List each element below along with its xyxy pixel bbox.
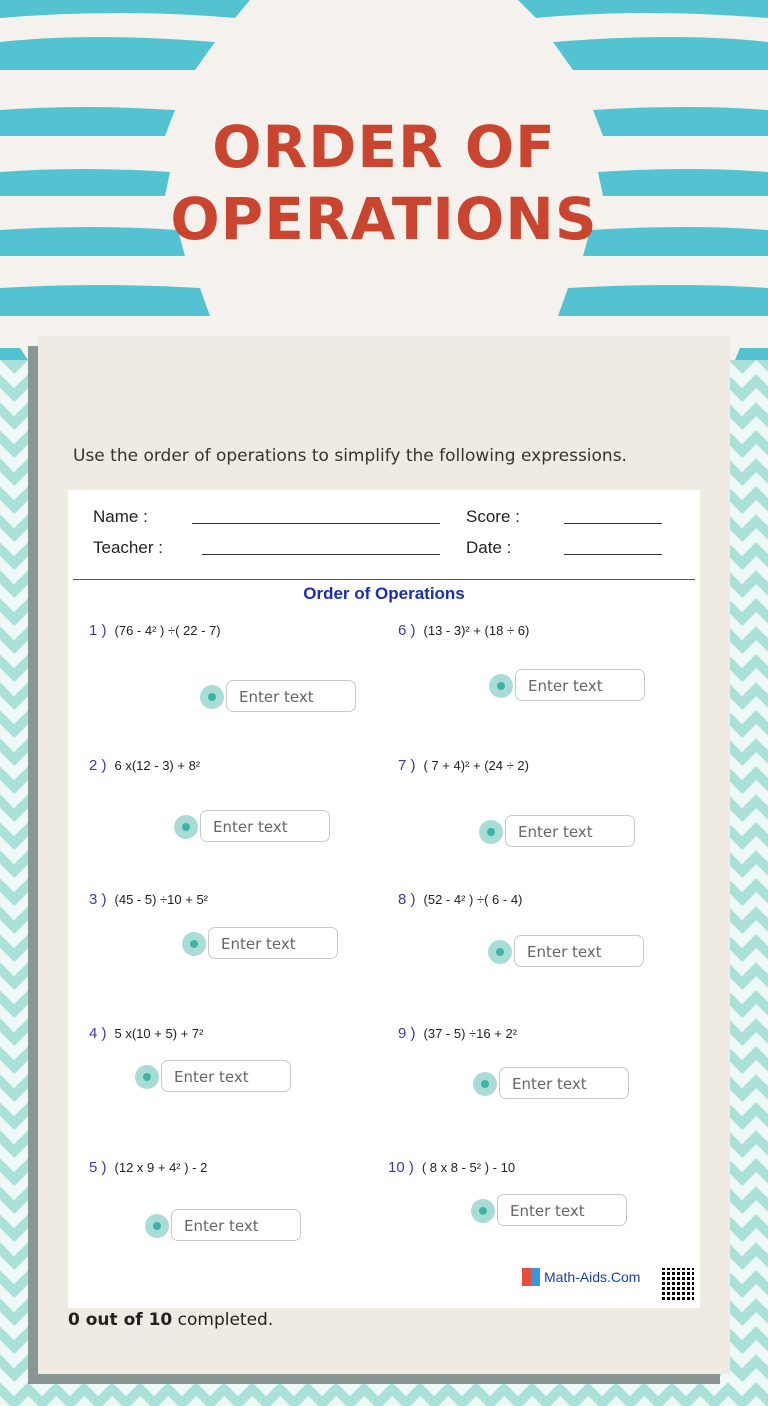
answer-field[interactable]: Enter text: [514, 935, 644, 967]
problem-expression: (76 - 4² ) ÷( 22 - 7): [114, 623, 221, 638]
problem-expression: ( 7 + 4)² + (24 ÷ 2): [423, 758, 529, 773]
problem-number: 1 ): [89, 622, 107, 639]
progress-status: [68, 1310, 273, 1330]
calculator-icon: [522, 1268, 540, 1286]
problem-expression: (12 x 9 + 4² ) - 2: [114, 1160, 208, 1175]
problem-6: [398, 622, 529, 639]
problem-number: 5 ): [89, 1159, 107, 1176]
problem-expression: ( 8 x 8 - 5² ) - 10: [421, 1160, 516, 1175]
brand-text: Math-Aids.Com: [544, 1269, 641, 1285]
problem-number: 2 ): [89, 757, 107, 774]
problem-7: [398, 757, 529, 774]
input-dot-icon: [182, 932, 206, 956]
problem-expression: (13 - 3)² + (18 ÷ 6): [423, 623, 530, 638]
problem-4: [89, 1025, 203, 1042]
answer-field[interactable]: Enter text: [499, 1067, 629, 1099]
answer-field[interactable]: Enter text: [226, 680, 356, 712]
answer-field[interactable]: Enter text: [208, 927, 338, 959]
input-dot-icon: [488, 940, 512, 964]
score-label: Score :: [466, 507, 520, 526]
header-divider: [73, 579, 695, 580]
header-banner: [0, 0, 768, 360]
brand-logo: [522, 1268, 640, 1286]
problem-number: 8 ): [398, 891, 416, 908]
date-line: [564, 554, 662, 555]
sheet-title: Order of Operations: [303, 584, 465, 603]
input-dot-icon: [200, 685, 224, 709]
answer-field[interactable]: Enter text: [161, 1060, 291, 1092]
problem-2: [89, 757, 200, 774]
problem-number: 3 ): [89, 891, 107, 908]
answer-field[interactable]: Enter text: [497, 1194, 627, 1226]
problem-expression: (52 - 4² ) ÷( 6 - 4): [423, 892, 523, 907]
input-dot-icon: [471, 1199, 495, 1223]
answer-field[interactable]: Enter text: [515, 669, 645, 701]
problem-8: [398, 891, 522, 908]
teacher-line: [202, 554, 440, 555]
page-title-line-1: ORDER OF: [212, 113, 556, 181]
problem-5: [89, 1159, 207, 1176]
instructions-text: Use the order of operations to simplify the following expressions.: [73, 446, 627, 466]
name-label: Name :: [93, 507, 148, 526]
score-line: [564, 523, 662, 524]
problem-10: [388, 1159, 515, 1176]
problem-number: 9 ): [398, 1025, 416, 1042]
input-dot-icon: [135, 1065, 159, 1089]
name-line: [192, 523, 440, 524]
problem-number: 4 ): [89, 1025, 107, 1042]
progress-suffix: completed.: [172, 1310, 274, 1330]
input-dot-icon: [145, 1214, 169, 1238]
problem-1: [89, 622, 221, 639]
input-dot-icon: [479, 820, 503, 844]
date-label: Date :: [466, 538, 512, 557]
answer-field[interactable]: Enter text: [505, 815, 635, 847]
problem-expression: 6 x(12 - 3) + 8²: [114, 758, 201, 773]
problem-9: [398, 1025, 517, 1042]
progress-count: 0 out of 10: [68, 1310, 173, 1330]
problem-number: 10 ): [388, 1159, 414, 1176]
input-dot-icon: [489, 674, 513, 698]
worksheet-sheet: [68, 490, 700, 1308]
teacher-label: Teacher :: [93, 538, 163, 557]
problem-number: 6 ): [398, 622, 416, 639]
problem-number: 7 ): [398, 757, 416, 774]
qr-code-icon: [662, 1268, 694, 1300]
answer-field[interactable]: Enter text: [200, 810, 330, 842]
input-dot-icon: [473, 1072, 497, 1096]
answer-field[interactable]: Enter text: [171, 1209, 301, 1241]
problem-3: [89, 891, 208, 908]
problem-expression: 5 x(10 + 5) + 7²: [114, 1026, 204, 1041]
input-dot-icon: [174, 815, 198, 839]
page-title-line-2: OPERATIONS: [170, 185, 598, 253]
problem-expression: (45 - 5) ÷10 + 5²: [114, 892, 208, 907]
problem-expression: (37 - 5) ÷16 + 2²: [423, 1026, 517, 1041]
